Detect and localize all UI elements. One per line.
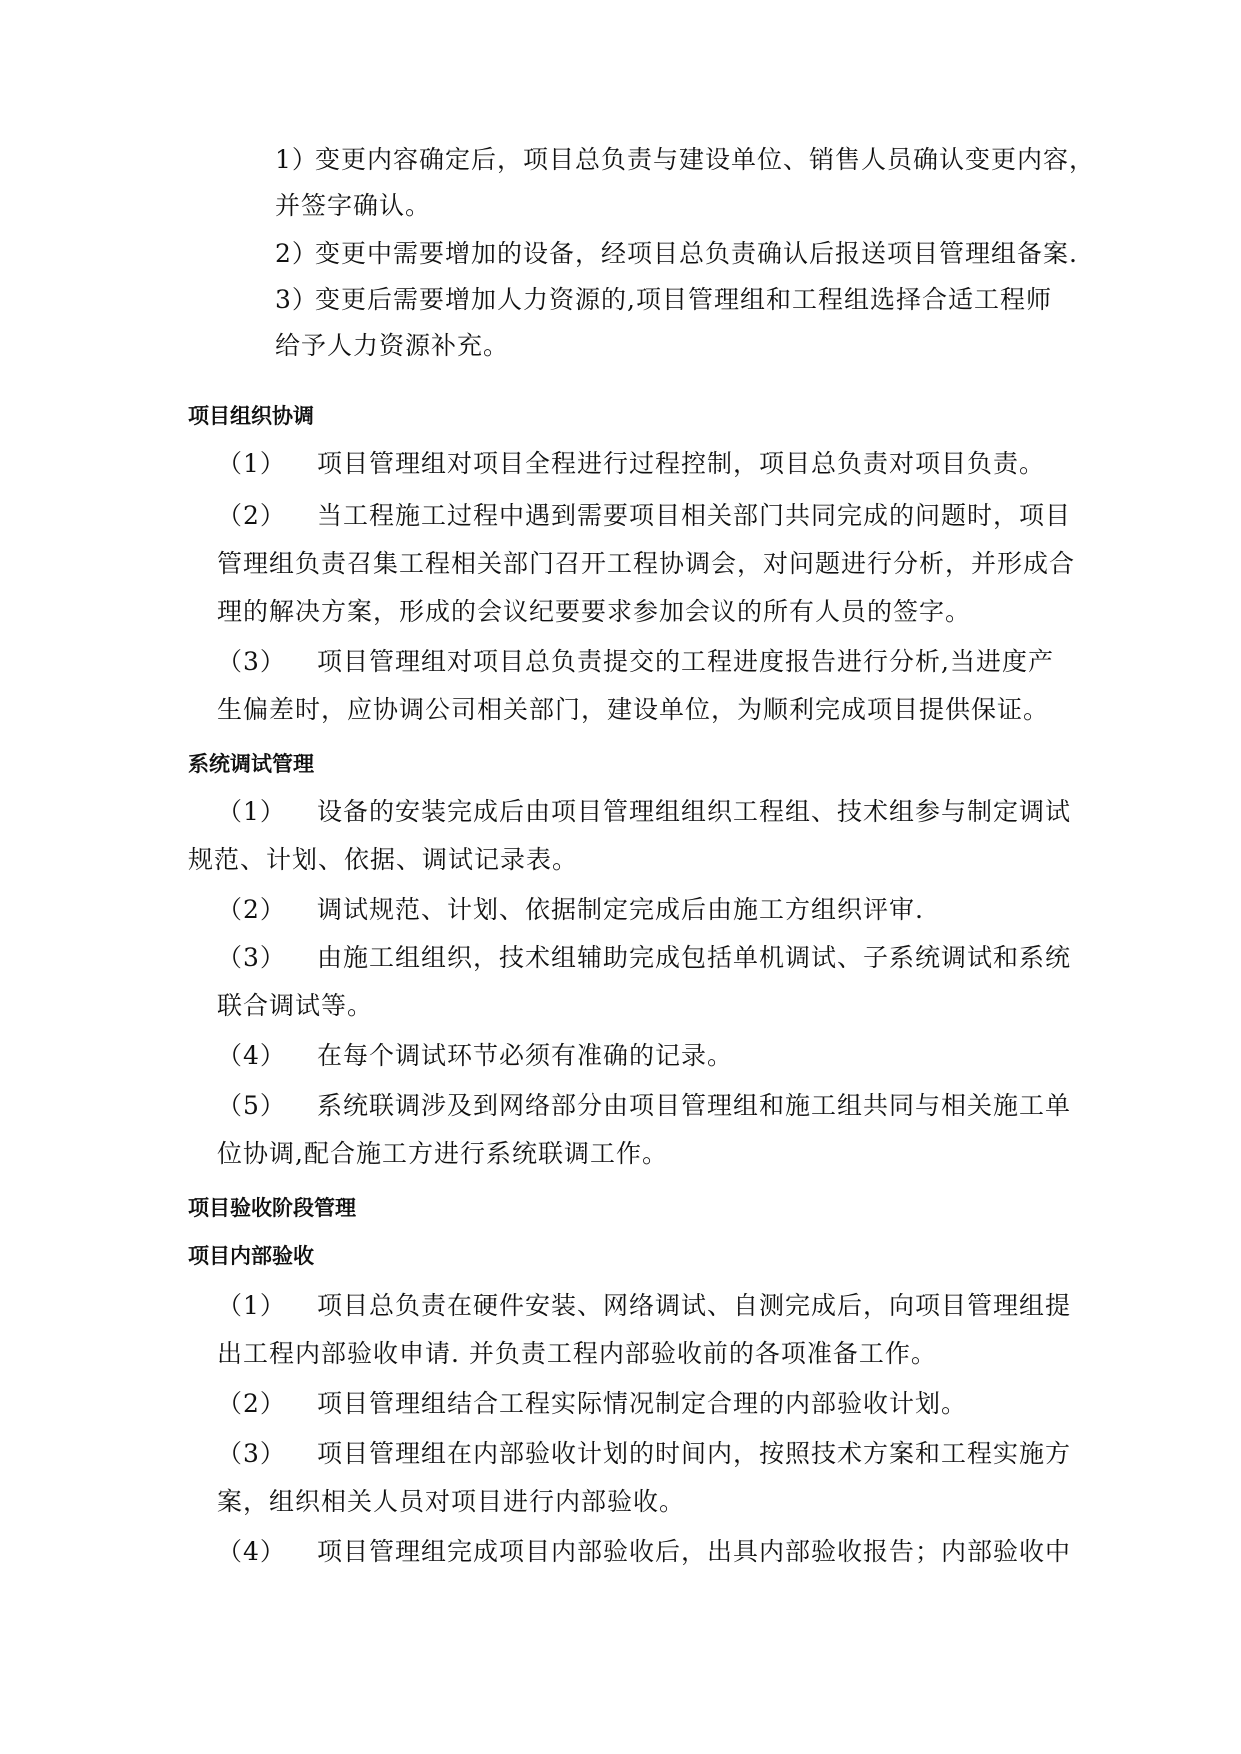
change-item-3-line-2: 给予人力资源补充。 <box>275 331 510 360</box>
change-item-3-line-1: 3）变更后需要增加人力资源的,项目管理组和工程组选择合适工程师 <box>275 274 1052 326</box>
list-number: 1） <box>275 145 318 174</box>
section-heading-debugging: 系统调试管理 <box>188 752 314 776</box>
list-number: （1） <box>217 449 286 478</box>
internal-item-3-line-2: 案，组织相关人员对项目进行内部验收。 <box>217 1487 686 1516</box>
debugging-item-3-line-2: 联合调试等。 <box>217 991 374 1020</box>
list-number: （2） <box>217 895 286 924</box>
coordination-item-2-line-3: 理的解决方案，形成的会议纪要要求参加会议的所有人员的签字。 <box>217 597 972 626</box>
section-heading-coordination: 项目组织协调 <box>188 404 314 428</box>
coordination-item-2-line-1: （2） 当工程施工过程中遇到需要项目相关部门共同完成的问题时，项目 <box>217 490 1071 542</box>
list-number: 3） <box>275 285 318 314</box>
list-number: （1） <box>217 797 286 826</box>
section-heading-internal-acceptance: 项目内部验收 <box>188 1244 314 1268</box>
internal-item-3-line-1: （3） 项目管理组在内部验收计划的时间内，按照技术方案和工程实施方 <box>217 1428 1071 1480</box>
list-number: （2） <box>217 501 286 530</box>
section-heading-acceptance: 项目验收阶段管理 <box>188 1196 356 1220</box>
change-item-2-line-1: 2）变更中需要增加的设备，经项目总负责确认后报送项目管理组备案. <box>275 228 1078 280</box>
list-number: （2） <box>217 1389 286 1418</box>
list-number: （4） <box>217 1041 286 1070</box>
coordination-item-2-line-2: 管理组负责召集工程相关部门召开工程协调会，对问题进行分析，并形成合 <box>217 549 1076 578</box>
list-number: （5） <box>217 1091 286 1120</box>
debugging-item-3-line-1: （3） 由施工组组织，技术组辅助完成包括单机调试、子系统调试和系统 <box>217 932 1071 984</box>
debugging-item-1-line-1: （1） 设备的安装完成后由项目管理组组织工程组、技术组参与制定调试 <box>217 786 1071 838</box>
list-number: （3） <box>217 1439 286 1468</box>
internal-item-1-line-2: 出工程内部验收申请. 并负责工程内部验收前的各项准备工作。 <box>217 1339 937 1368</box>
internal-item-2-line-1: （2） 项目管理组结合工程实际情况制定合理的内部验收计划。 <box>217 1378 967 1430</box>
debugging-item-5-line-1: （5） 系统联调涉及到网络部分由项目管理组和施工组共同与相关施工单 <box>217 1080 1071 1132</box>
coordination-item-3-line-2: 生偏差时，应协调公司相关部门，建设单位，为顺利完成项目提供保证。 <box>217 695 1050 724</box>
internal-item-1-line-1: （1） 项目总负责在硬件安装、网络调试、自测完成后，向项目管理组提 <box>217 1280 1071 1332</box>
list-number: 2） <box>275 239 318 268</box>
list-number: （1） <box>217 1291 286 1320</box>
debugging-item-4-line-1: （4） 在每个调试环节必须有准确的记录。 <box>217 1030 733 1082</box>
debugging-item-2-line-1: （2） 调试规范、计划、依据制定完成后由施工方组织评审. <box>217 884 924 936</box>
change-item-1-line-2: 并签字确认。 <box>275 191 432 220</box>
list-number: （4） <box>217 1537 286 1566</box>
debugging-item-1-line-2: 规范、计划、依据、调试记录表。 <box>188 845 579 874</box>
list-number: （3） <box>217 943 286 972</box>
list-number: （3） <box>217 647 286 676</box>
internal-item-4-line-1: （4） 项目管理组完成项目内部验收后，出具内部验收报告；内部验收中 <box>217 1526 1071 1578</box>
change-item-1-line-1: 1）变更内容确定后，项目总负责与建设单位、销售人员确认变更内容， <box>275 134 1095 186</box>
debugging-item-5-line-2: 位协调,配合施工方进行系统联调工作。 <box>217 1139 668 1168</box>
coordination-item-1-line-1: （1） 项目管理组对项目全程进行过程控制，项目总负责对项目负责。 <box>217 438 1045 490</box>
coordination-item-3-line-1: （3） 项目管理组对项目总负责提交的工程进度报告进行分析,当进度产 <box>217 636 1054 688</box>
